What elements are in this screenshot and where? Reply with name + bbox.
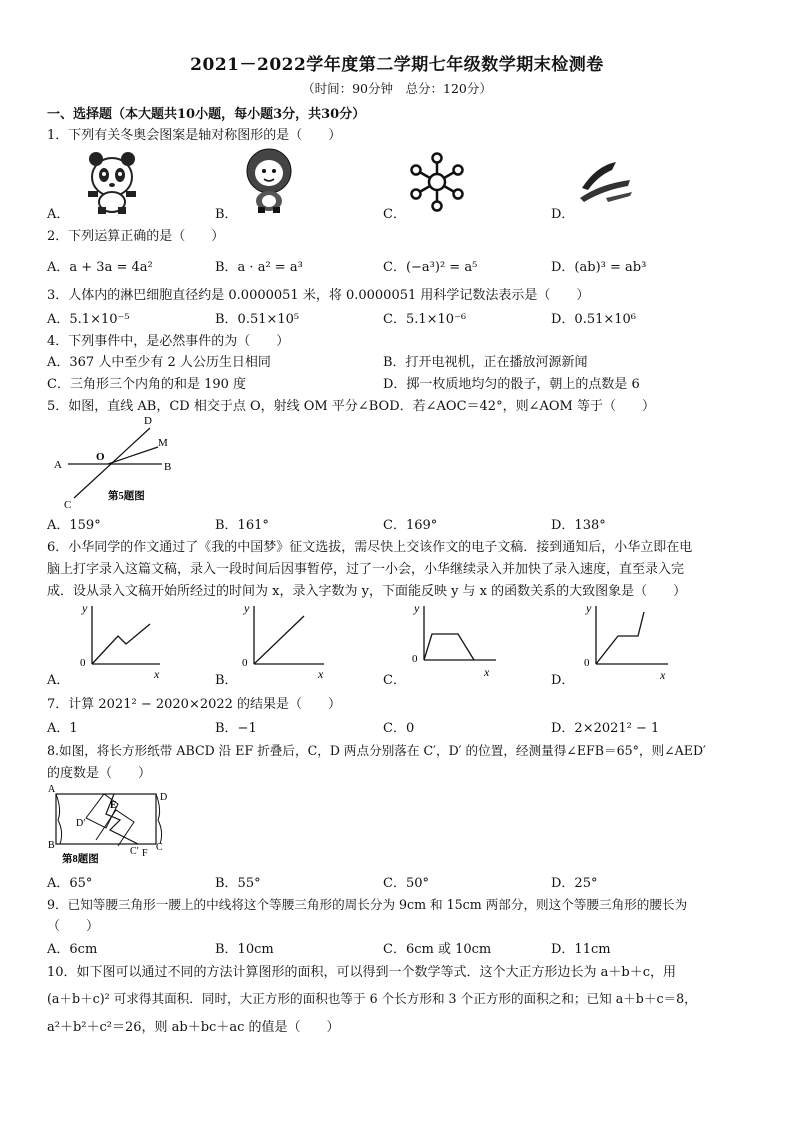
q4-option-a: A．367 人中至少有 2 人公历生日相同 <box>47 355 271 370</box>
q6-graph-d-curve <box>596 612 644 664</box>
svg-text:x: x <box>660 668 666 682</box>
q6-graph-b-curve <box>254 616 304 664</box>
svg-text:x: x <box>318 667 324 678</box>
q6-option-b: B． <box>215 673 238 688</box>
q1-option-c: C． <box>383 207 406 222</box>
q8-caption: 第8题图 <box>62 854 99 865</box>
q6-graph-a-curve <box>92 624 150 664</box>
svg-text:y: y <box>414 601 420 615</box>
q6-graph-d <box>574 600 674 682</box>
q5-option-c: C．169° <box>383 518 438 533</box>
svg-text:x: x <box>154 667 160 678</box>
q6-graph-c <box>402 600 502 678</box>
q6-option-c: C． <box>383 673 406 688</box>
q3-option-a: A．5.1×10⁻⁵ <box>47 312 130 327</box>
q8-label-b: B <box>48 840 55 851</box>
q10-stem-line2: (a＋b＋c)² 可求得其面积．同时，大正方形的面积也等于 6 个长方形和 3 个正方形的面积之和；已知 a＋b＋c＝8， <box>47 991 697 1006</box>
q5-label-d: D <box>144 415 152 427</box>
q6-option-d: D． <box>551 673 575 688</box>
q7-option-d: D．2×2021² − 1 <box>551 721 660 736</box>
q7-stem: 7．计算 2021² − 2020×2022 的结果是（ ） <box>47 697 342 712</box>
q9-stem-line1: 9．已知等腰三角形一腰上的中线将这个等腰三角形的周长分为 9cm 和 15cm 两部分，则这个等腰三角形的腰长为 <box>47 897 688 912</box>
svg-text:0: 0 <box>242 657 248 669</box>
svg-text:x: x <box>484 665 490 678</box>
q2-stem: 2．下列运算正确的是（ ） <box>47 229 225 244</box>
q6-graph-b <box>232 600 332 678</box>
svg-text:0: 0 <box>412 653 418 665</box>
svg-text:y: y <box>586 601 592 615</box>
q2-option-c: C．(−a³)² = a⁵ <box>383 260 478 275</box>
q1-figure-b-mascot <box>243 145 295 213</box>
q5-ray-om <box>108 447 158 464</box>
q1-figure-a-panda <box>80 147 144 215</box>
q8-option-b: B．55° <box>215 876 261 891</box>
svg-text:y: y <box>82 601 88 615</box>
q6-option-a: A． <box>47 673 70 688</box>
q3-option-c: C．5.1×10⁻⁶ <box>383 312 467 327</box>
q2-option-a: A．a + 3a = 4a² <box>47 260 153 275</box>
exam-subtitle: （时间：90分钟 总分：120分） <box>302 81 492 96</box>
q6-stem-line2: 脑上打字录入这篇文稿，录入一段时间后因事暂停，过了一小会，小华继续录入并加快了录入速度，直至录入完 <box>47 562 685 577</box>
q4-option-b: B．打开电视机，正在播放河源新闻 <box>383 355 588 370</box>
q5-option-b: B．161° <box>215 518 269 533</box>
q2-option-d: D．(ab)³ = ab³ <box>551 260 647 275</box>
exam-title: 2021－2022学年度第二学期七年级数学期末检测卷 <box>190 55 604 75</box>
q9-option-c: C．6cm 或 10cm <box>383 942 492 957</box>
q1-option-b: B． <box>215 207 238 222</box>
q3-option-b: B．0.51×10⁵ <box>215 312 300 327</box>
q3-stem: 3．人体内的淋巴细胞直径约是 0.0000051 米，将 0.0000051 用科学记数法表示是（ ） <box>47 288 590 303</box>
q8-label-f: F <box>142 848 148 859</box>
q8-label-a: A <box>48 784 56 795</box>
svg-text:0: 0 <box>584 657 590 669</box>
q5-label-b: B <box>164 461 172 473</box>
q8-stem-line1: 8.如图，将长方形纸带 ABCD 沿 EF 折叠后，C，D 两点分别落在 C′，D′ 的位置，经测量得∠EFB＝65°，则∠AED′ <box>47 743 706 758</box>
q8-option-c: C．50° <box>383 876 429 891</box>
q9-option-b: B．10cm <box>215 942 274 957</box>
q7-option-b: B．−1 <box>215 721 257 736</box>
q4-option-c: C．三角形三个内角的和是 190 度 <box>47 377 247 392</box>
q8-option-d: D．25° <box>551 876 598 891</box>
q6-graph-c-curve <box>424 634 474 660</box>
q1-stem: 1．下列有关冬奥会图案是轴对称图形的是（ ） <box>47 128 342 143</box>
q5-caption: 第5题图 <box>108 491 145 502</box>
q5-label-m: M <box>158 437 168 449</box>
q1-figure-c-snowflake <box>407 152 467 212</box>
q10-stem-line1: 10．如下图可以通过不同的方法计算图形的面积，可以得到一个数学等式．这个大正方形边长为 a＋b＋c，用 <box>47 965 677 980</box>
q8-label-d: D <box>160 792 168 803</box>
q4-stem: 4．下列事件中，是必然事件的为（ ） <box>47 334 290 349</box>
q6-stem-line1: 6．小华同学的作文通过了《我的中国梦》征文选拔，需尽快上交该作文的电子文稿．接到通知后，小华立即在电 <box>47 540 693 555</box>
q8-rectangle <box>56 794 156 844</box>
q8-stem-line2: 的度数是（ ） <box>47 766 152 781</box>
q8-label-e: E <box>110 800 117 811</box>
q8-option-a: A．65° <box>47 876 93 891</box>
q9-option-a: A．6cm <box>47 942 98 957</box>
section-heading: 一、选择题（本大题共10小题，每小题3分，共30分） <box>47 107 366 122</box>
q4-option-d: D．掷一枚质地均匀的骰子，朝上的点数是 6 <box>383 377 640 392</box>
q9-stem-line2: （ ） <box>47 919 100 934</box>
q5-figure <box>50 412 190 512</box>
svg-text:y: y <box>244 601 250 615</box>
q1-figure-d-skier <box>576 158 636 206</box>
q5-stem: 5．如图，直线 AB，CD 相交于点 O，射线 OM 平分∠BOD．若∠AOC＝42°，则∠AOM 等于（ ） <box>47 399 655 414</box>
q6-graph-a <box>70 600 170 678</box>
q5-option-d: D．138° <box>551 518 606 533</box>
q3-option-d: D．0.51×10⁶ <box>551 312 637 327</box>
q2-option-b: B．a · a² = a³ <box>215 260 303 275</box>
q8-label-cprime: C′ <box>130 846 139 857</box>
q5-label-o: O <box>96 451 105 463</box>
q5-label-c: C <box>64 499 72 511</box>
q9-option-d: D．11cm <box>551 942 611 957</box>
q1-option-d: D． <box>551 207 575 222</box>
q1-option-a: A． <box>47 207 70 222</box>
q10-stem-line3: a²＋b²＋c²＝26，则 ab＋bc＋ac 的值是（ ） <box>47 1020 340 1035</box>
q8-figure <box>46 780 176 870</box>
q7-option-c: C．0 <box>383 721 415 736</box>
q7-option-a: A．1 <box>47 721 78 736</box>
q8-label-c: C <box>156 842 163 853</box>
q5-option-a: A．159° <box>47 518 101 533</box>
svg-text:0: 0 <box>80 657 86 669</box>
q5-label-a: A <box>54 459 62 471</box>
q8-label-dprime: D′ <box>76 818 86 829</box>
q6-stem-line3: 成．设从录入文稿开始所经过的时间为 x，录入字数为 y，下面能反映 y 与 x 的函数关系的大致图象是（ ） <box>47 584 687 599</box>
